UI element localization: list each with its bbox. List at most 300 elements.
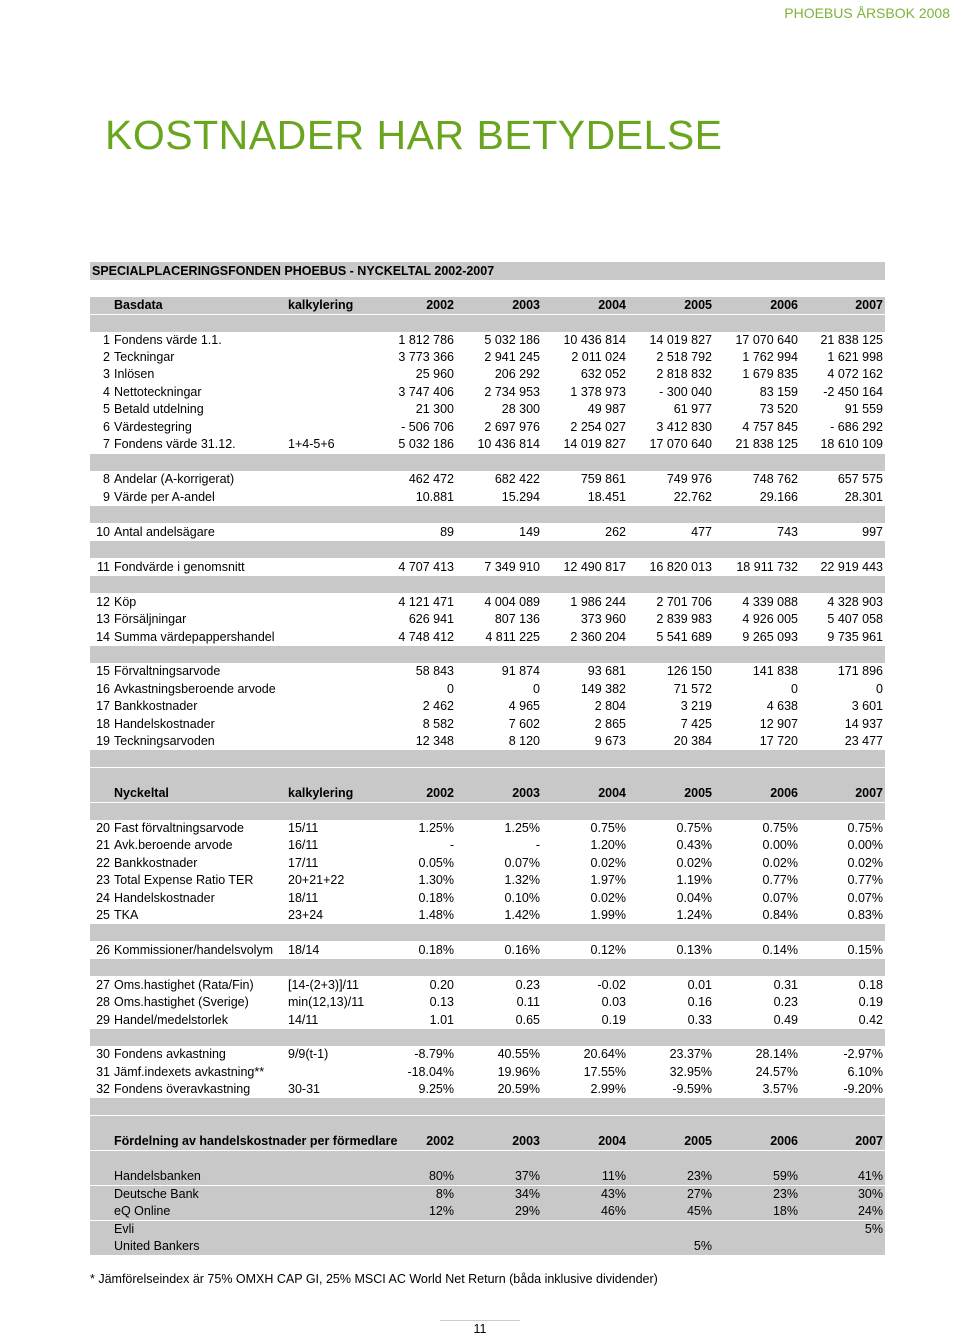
row-value: 12 348	[415, 734, 454, 748]
row-value: 0.19	[858, 995, 883, 1009]
row-formula: 30-31	[288, 1082, 320, 1096]
table-row	[90, 419, 885, 436]
row-number: 7	[103, 437, 110, 451]
row-value: 1.97%	[590, 873, 626, 887]
row-value: 28.301	[844, 490, 883, 504]
table-row	[90, 872, 885, 889]
row-value: 2 839 983	[656, 612, 712, 626]
header-year: 2005	[684, 1134, 712, 1148]
row-value: 477	[691, 525, 712, 539]
row-label: Värde per A-andel	[114, 490, 215, 504]
separator-bar	[90, 768, 885, 785]
row-value: 23 477	[844, 734, 883, 748]
separator-bar	[90, 1029, 885, 1046]
header-year: 2005	[684, 298, 712, 312]
table-row	[90, 820, 885, 837]
row-value: 807 136	[494, 612, 540, 626]
header-formula: kalkylering	[288, 786, 354, 800]
broker-value: 12%	[428, 1204, 454, 1218]
broker-row	[90, 1238, 885, 1255]
broker-value: 46%	[600, 1204, 626, 1218]
row-value: 682 422	[494, 472, 540, 486]
row-label: Antal andelsägare	[114, 525, 215, 539]
row-value: 8 120	[508, 734, 540, 748]
row-value: -0.02	[597, 978, 626, 992]
row-value: 91 874	[501, 664, 540, 678]
row-value: 0.77%	[847, 873, 883, 887]
row-label: Försäljningar	[114, 612, 187, 626]
row-formula: 17/11	[288, 856, 319, 870]
broker-value: 29%	[514, 1204, 540, 1218]
row-value: 141 838	[752, 664, 798, 678]
broker-value: 5%	[693, 1239, 712, 1253]
table-row	[90, 890, 885, 907]
row-value: 21 838 125	[735, 437, 798, 451]
row-value: 1.25%	[418, 821, 454, 835]
row-value: 8 582	[422, 717, 454, 731]
row-value: 28.14%	[755, 1047, 798, 1061]
table-row	[90, 1064, 885, 1081]
row-value: 1.48%	[418, 908, 454, 922]
row-number: 5	[103, 402, 110, 416]
header-year: 2006	[770, 786, 798, 800]
row-number: 4	[103, 385, 110, 399]
broker-row	[90, 1168, 885, 1185]
row-number: 2	[103, 350, 110, 364]
row-value: 0.07%	[762, 891, 798, 905]
row-value: 0.02%	[847, 856, 883, 870]
separator-bar	[90, 1098, 885, 1115]
row-label: Teckningar	[114, 350, 175, 364]
row-value: 0.65	[515, 1013, 540, 1027]
separator-bar	[90, 750, 885, 767]
row-value: 15.294	[501, 490, 540, 504]
row-value: 4 748 412	[398, 630, 454, 644]
row-value: 14 019 827	[649, 333, 712, 347]
row-value: 17.55%	[583, 1065, 626, 1079]
row-number: 11	[97, 560, 110, 574]
row-value: 5 541 689	[656, 630, 712, 644]
row-value: 657 575	[837, 472, 883, 486]
column-header-row	[90, 297, 885, 314]
row-value: 2 011 024	[571, 350, 626, 364]
row-value: 1.99%	[590, 908, 626, 922]
separator-bar	[90, 646, 885, 663]
row-value: 743	[777, 525, 798, 539]
page-title: KOSTNADER HAR BETYDELSE	[105, 112, 723, 158]
row-value: 18 911 732	[736, 560, 798, 574]
table-row	[90, 436, 885, 453]
row-value: 0.03	[601, 995, 626, 1009]
row-label: Fast förvaltningsarvode	[114, 821, 244, 835]
row-value: 1 986 244	[570, 595, 626, 609]
row-value: 0.20	[429, 978, 454, 992]
row-value: 1.30%	[418, 873, 454, 887]
row-value: 12 907	[759, 717, 798, 731]
row-formula: 9/9(t-1)	[288, 1047, 329, 1061]
table-row	[90, 733, 885, 750]
row-value: 1 621 998	[827, 350, 883, 364]
row-value: 20.64%	[583, 1047, 626, 1061]
row-value: 18 610 109	[820, 437, 883, 451]
header-formula: kalkylering	[288, 298, 354, 312]
row-value: 73 520	[759, 402, 798, 416]
row-value: 0.23	[773, 995, 798, 1009]
row-number: 13	[96, 612, 110, 626]
header-label: Fördelning av handelskostnader per förmedlare	[114, 1134, 398, 1148]
table-row	[90, 855, 885, 872]
row-formula: 23+24	[288, 908, 324, 922]
row-number: 24	[96, 891, 110, 905]
broker-label: Evli	[114, 1222, 135, 1236]
row-value: -18.04%	[407, 1065, 454, 1079]
table-row	[90, 1012, 885, 1029]
row-formula: 18/14	[288, 943, 320, 957]
header-year: 2007	[855, 786, 883, 800]
broker-label: United Bankers	[114, 1239, 200, 1253]
row-number: 6	[103, 420, 110, 434]
row-value: 0.13	[429, 995, 454, 1009]
table-row	[90, 663, 885, 680]
row-number: 27	[96, 978, 110, 992]
row-value: 0.02%	[676, 856, 712, 870]
footnote: * Jämförelseindex är 75% OMXH CAP GI, 25% MSCI AC World Net Return (båda inklusive dividender)	[90, 1272, 658, 1286]
row-label: Handelskostnader	[114, 891, 215, 905]
table-row	[90, 837, 885, 854]
row-value: 2 734 953	[484, 385, 540, 399]
row-value: 1 762 994	[742, 350, 798, 364]
table-row	[90, 594, 885, 611]
row-value: 3 219	[680, 699, 712, 713]
row-value: 0.01	[687, 978, 712, 992]
row-value: 1.32%	[504, 873, 540, 887]
row-formula: min(12,13)/11	[288, 995, 365, 1009]
table-row	[90, 907, 885, 924]
row-number: 22	[96, 856, 110, 870]
header-year: 2004	[598, 1134, 626, 1148]
row-value: 20 384	[673, 734, 712, 748]
row-number: 23	[96, 873, 110, 887]
row-value: 1 679 835	[742, 367, 798, 381]
row-number: 8	[103, 472, 110, 486]
separator-bar	[90, 1116, 885, 1133]
row-number: 16	[96, 682, 110, 696]
row-value: 171 896	[837, 664, 883, 678]
row-value: 1.42%	[504, 908, 540, 922]
row-value: 17 070 640	[735, 333, 798, 347]
row-value: 1 378 973	[570, 385, 626, 399]
row-value: 10.881	[415, 490, 454, 504]
table-row	[90, 559, 885, 576]
row-number: 9	[103, 490, 110, 504]
row-value: 2 818 832	[656, 367, 712, 381]
column-header-row	[90, 1133, 885, 1150]
row-formula: 1+4-5+6	[288, 437, 335, 451]
row-value: 0.83%	[847, 908, 883, 922]
broker-value: 34%	[514, 1187, 540, 1201]
row-value: 0.43%	[676, 838, 712, 852]
broker-label: eQ Online	[114, 1204, 171, 1218]
row-value: 149	[519, 525, 540, 539]
row-value: 0.75%	[590, 821, 626, 835]
row-value: 7 425	[680, 717, 712, 731]
header-year: 2002	[426, 786, 454, 800]
row-value: 3 412 830	[656, 420, 712, 434]
row-value: 149 382	[580, 682, 626, 696]
row-value: 9.25%	[418, 1082, 454, 1096]
row-label: TKA	[114, 908, 139, 922]
row-value: -9.20%	[843, 1082, 883, 1096]
row-value: 2 804	[594, 699, 626, 713]
row-value: 4 339 088	[742, 595, 798, 609]
row-label: Inlösen	[114, 367, 155, 381]
row-value: 9 265 093	[742, 630, 798, 644]
row-value: 17 070 640	[649, 437, 712, 451]
row-value: 1 812 786	[398, 333, 454, 347]
separator-bar	[90, 315, 885, 332]
header-label: Basdata	[114, 298, 163, 312]
row-label: Avkastningsberoende arvode	[114, 682, 276, 696]
row-value: 0.10%	[504, 891, 540, 905]
table-row	[90, 471, 885, 488]
row-value: 3 601	[851, 699, 883, 713]
row-value: 22.762	[673, 490, 712, 504]
row-value: 93 681	[587, 664, 626, 678]
row-number: 18	[96, 717, 110, 731]
row-value: 21 300	[415, 402, 454, 416]
row-label: Köp	[114, 595, 137, 609]
row-number: 1	[103, 333, 110, 347]
row-value: 759 861	[580, 472, 626, 486]
header-year: 2002	[426, 1134, 454, 1148]
row-value: 18.451	[587, 490, 626, 504]
table-row	[90, 611, 885, 628]
row-value: 2 360 204	[570, 630, 626, 644]
row-value: 0.19	[601, 1013, 626, 1027]
broker-value: 8%	[435, 1187, 454, 1201]
row-value: 4 328 903	[827, 595, 883, 609]
row-label: Teckningsarvoden	[114, 734, 215, 748]
row-value: 21 838 125	[820, 333, 883, 347]
row-value: 0.75%	[676, 821, 712, 835]
header-year: 2006	[770, 1134, 798, 1148]
row-number: 10	[96, 525, 110, 539]
row-value: 2.99%	[590, 1082, 626, 1096]
row-value: - 506 706	[401, 420, 454, 434]
row-value: 1.20%	[590, 838, 626, 852]
row-value: -2.97%	[843, 1047, 883, 1061]
row-value: 462 472	[408, 472, 454, 486]
broker-value: 30%	[857, 1187, 883, 1201]
row-value: 22 919 443	[820, 560, 883, 574]
row-value: 2 254 027	[570, 420, 626, 434]
row-value: 7 602	[508, 717, 540, 731]
row-value: 4 004 089	[484, 595, 540, 609]
broker-value: 59%	[772, 1169, 798, 1183]
row-value: 2 518 792	[656, 350, 712, 364]
row-value: 32.95%	[669, 1065, 712, 1079]
row-number: 21	[96, 838, 110, 852]
row-formula: 14/11	[288, 1013, 319, 1027]
row-label: Avk.beroende arvode	[114, 838, 233, 852]
row-value: 40.55%	[497, 1047, 540, 1061]
row-value: 0.49	[773, 1013, 798, 1027]
row-value: 0	[533, 682, 540, 696]
row-label: Jämf.indexets avkastning**	[114, 1065, 265, 1079]
row-value: 14 937	[844, 717, 883, 731]
separator-bar	[90, 959, 885, 976]
row-value: 10 436 814	[477, 437, 540, 451]
table-row	[90, 681, 885, 698]
row-label: Värdestegring	[114, 420, 192, 434]
row-value: 0.00%	[847, 838, 883, 852]
row-number: 30	[96, 1047, 110, 1061]
row-formula: [14-(2+3)]/11	[288, 978, 359, 992]
broker-value: 23%	[772, 1187, 798, 1201]
row-value: 1.19%	[676, 873, 712, 887]
table-row	[90, 349, 885, 366]
row-value: -2 450 164	[823, 385, 883, 399]
row-number: 29	[96, 1013, 110, 1027]
row-value: 5 032 186	[484, 333, 540, 347]
header-year: 2002	[426, 298, 454, 312]
row-value: 0.18%	[418, 891, 454, 905]
row-value: 632 052	[580, 367, 626, 381]
row-label: Fondens avkastning	[114, 1047, 226, 1061]
row-value: 262	[605, 525, 626, 539]
header-year: 2004	[598, 786, 626, 800]
broker-row	[90, 1203, 885, 1220]
separator-bar	[90, 1151, 885, 1168]
row-number: 31	[96, 1065, 110, 1079]
row-value: 0.07%	[504, 856, 540, 870]
broker-label: Handelsbanken	[114, 1169, 201, 1183]
row-value: 626 941	[408, 612, 454, 626]
row-value: 0.02%	[762, 856, 798, 870]
row-value: 4 707 413	[398, 560, 454, 574]
row-value: 0.33	[687, 1013, 712, 1027]
row-value: 0.12%	[590, 943, 626, 957]
page-number: 11	[440, 1320, 520, 1338]
row-value: 4 965	[508, 699, 540, 713]
separator-bar	[90, 506, 885, 523]
row-value: 29.166	[759, 490, 798, 504]
row-value: 3 773 366	[398, 350, 454, 364]
row-value: 83 159	[759, 385, 798, 399]
row-value: 0.13%	[676, 943, 712, 957]
header-year: 2005	[684, 786, 712, 800]
row-value: 1.25%	[504, 821, 540, 835]
row-label: Fondens värde 1.1.	[114, 333, 222, 347]
row-number: 14	[96, 630, 110, 644]
table-row	[90, 994, 885, 1011]
row-value: 373 960	[580, 612, 626, 626]
row-value: 4 121 471	[398, 595, 454, 609]
row-formula: 18/11	[288, 891, 319, 905]
table-row	[90, 629, 885, 646]
row-number: 20	[96, 821, 110, 835]
row-label: Betald utdelning	[114, 402, 204, 416]
row-value: 7 349 910	[484, 560, 540, 574]
column-header-row	[90, 785, 885, 802]
row-label: Andelar (A-korrigerat)	[114, 472, 235, 486]
broker-value: 27%	[686, 1187, 712, 1201]
row-value: 19.96%	[497, 1065, 540, 1079]
row-value: 0.02%	[590, 891, 626, 905]
row-value: 23.37%	[669, 1047, 712, 1061]
row-number: 15	[96, 664, 110, 678]
table-row	[90, 716, 885, 733]
separator-bar	[90, 541, 885, 558]
row-value: 61 977	[673, 402, 712, 416]
row-formula: 16/11	[288, 838, 319, 852]
row-label: Bankkostnader	[114, 856, 198, 870]
broker-value: 41%	[857, 1169, 883, 1183]
row-value: 28 300	[501, 402, 540, 416]
row-value: 4 926 005	[742, 612, 798, 626]
row-value: 89	[440, 525, 454, 539]
row-value: 2 865	[594, 717, 626, 731]
row-number: 25	[96, 908, 110, 922]
row-value: 71 572	[673, 682, 712, 696]
row-value: 0.84%	[762, 908, 798, 922]
row-value: 49 987	[587, 402, 626, 416]
row-label: Nettoteckningar	[114, 385, 202, 399]
row-value: 2 941 245	[484, 350, 540, 364]
broker-value: 80%	[428, 1169, 454, 1183]
row-value: 4 757 845	[742, 420, 798, 434]
broker-value: 24%	[857, 1204, 883, 1218]
header-year: 2006	[770, 298, 798, 312]
row-value: 2 701 706	[656, 595, 712, 609]
row-number: 26	[96, 943, 110, 957]
separator-bar	[90, 924, 885, 941]
row-value: -8.79%	[414, 1047, 454, 1061]
row-value: -	[449, 838, 454, 852]
row-value: 16 820 013	[649, 560, 712, 574]
row-value: 17 720	[759, 734, 798, 748]
header-year: 2007	[855, 1134, 883, 1148]
row-value: 1.01	[429, 1013, 454, 1027]
row-formula: 20+21+22	[288, 873, 345, 887]
table-row	[90, 384, 885, 401]
header-year: 2003	[512, 786, 540, 800]
table-row	[90, 489, 885, 506]
row-value: 4 638	[766, 699, 798, 713]
row-value: 0	[791, 682, 798, 696]
row-value: - 300 040	[659, 385, 712, 399]
row-label: Fondens överavkastning	[114, 1082, 251, 1096]
row-label: Kommissioner/handelsvolym	[114, 943, 274, 957]
row-value: 0.07%	[847, 891, 883, 905]
row-value: 0.23	[515, 978, 540, 992]
row-value: 0.02%	[590, 856, 626, 870]
row-value: 24.57%	[755, 1065, 798, 1079]
table-row	[90, 977, 885, 994]
row-value: 0.11	[516, 995, 540, 1009]
broker-row	[90, 1221, 885, 1238]
row-number: 12	[96, 595, 110, 609]
row-label: Bankkostnader	[114, 699, 198, 713]
row-value: 2 462	[422, 699, 454, 713]
row-value: 126 150	[666, 664, 712, 678]
row-value: 4 072 162	[827, 367, 883, 381]
row-number: 3	[103, 367, 110, 381]
row-value: 10 436 814	[563, 333, 626, 347]
table-row	[90, 401, 885, 418]
row-number: 32	[96, 1082, 110, 1096]
row-value: 25 960	[415, 367, 454, 381]
